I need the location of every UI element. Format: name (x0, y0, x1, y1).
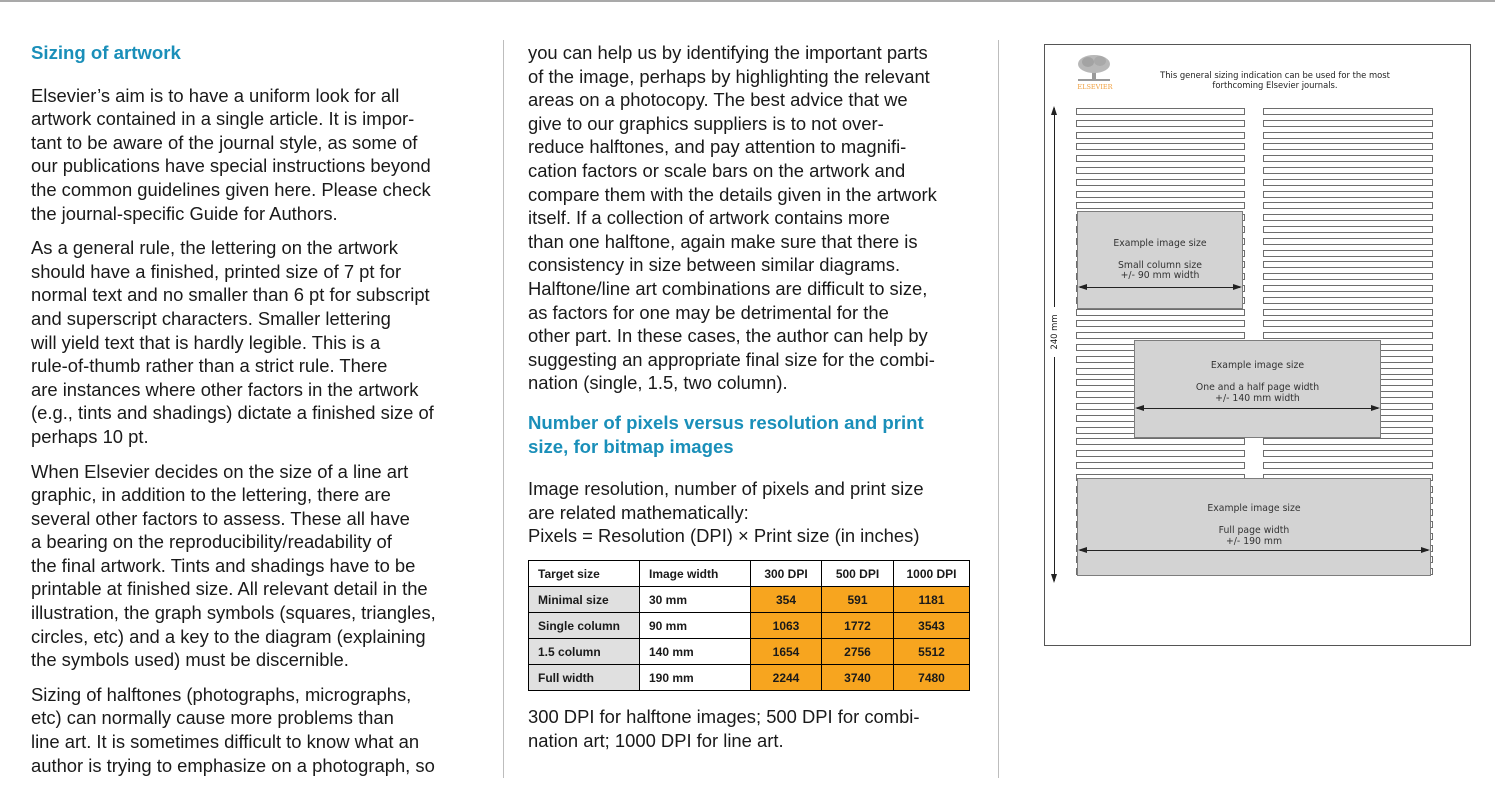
text-line-placeholder (1076, 438, 1245, 445)
text-line-placeholder (1263, 320, 1433, 327)
table-cell: 7480 (894, 665, 970, 691)
table-row (529, 613, 970, 639)
figure-caption: This general sizing indication can be used for the most forthcoming Elsevier journals. (1160, 70, 1390, 90)
text-line-placeholder (1263, 191, 1433, 198)
sizing-figure (1044, 44, 1471, 646)
box-half-arrow-left (1135, 405, 1144, 411)
table-cell: 354 (751, 587, 822, 613)
table-header-cell: 500 DPI (822, 561, 894, 587)
text-line-placeholder (1263, 297, 1433, 304)
text-line-placeholder (1263, 167, 1433, 174)
table-row (529, 587, 970, 613)
table-header-cell: 1000 DPI (894, 561, 970, 587)
column-left (31, 41, 493, 788)
text-line-placeholder (1263, 450, 1433, 457)
box-full-line2: +/- 190 mm (1225, 536, 1283, 547)
text-line-placeholder (1263, 273, 1433, 280)
paragraph-uniform-look: Elsevier’s aim is to have a uniform look for all artwork contained in a single article. It is impor- tant to be aware of the journal style, as some of our publications have special instructions beyond the common guidelines given here. Please check the journal-specific Guide for Authors. (31, 84, 431, 224)
table-row (529, 639, 970, 665)
text-line-placeholder (1263, 202, 1433, 209)
text-line-placeholder (1263, 332, 1433, 339)
table-cell: 30 mm (640, 587, 751, 613)
text-line-placeholder (1076, 191, 1245, 198)
text-line-placeholder (1076, 332, 1245, 339)
text-line-placeholder (1263, 261, 1433, 268)
example-box-one-half (1134, 340, 1381, 438)
paragraph-halftones: Sizing of halftones (photographs, micrographs, etc) can normally cause more problems than line art. It is sometimes difficult to know what an author is trying to emphasize on a photograph, so (31, 683, 435, 776)
table-cell: 2756 (822, 639, 894, 665)
text-line-placeholder (1076, 155, 1245, 162)
text-line-placeholder (1076, 143, 1245, 150)
table-cell: 5512 (894, 639, 970, 665)
box-small-line1: Small column size (1118, 260, 1202, 271)
table-header-row (529, 561, 970, 587)
table-cell: 1.5 column (529, 639, 640, 665)
box-full-line1: Full page width (1218, 525, 1290, 536)
table-cell: Single column (529, 613, 640, 639)
box-full-title: Example image size (1207, 503, 1301, 514)
text-line-placeholder (1076, 120, 1245, 127)
text-line-placeholder (1263, 179, 1433, 186)
text-line-placeholder (1263, 238, 1433, 245)
box-full-arrow-line (1080, 550, 1428, 551)
heading-sizing-of-artwork: Sizing of artwork (31, 42, 181, 63)
column-middle (528, 41, 988, 559)
paragraph-dpi-advice: 300 DPI for halftone images; 500 DPI for combi- nation art; 1000 DPI for line art. (528, 706, 920, 751)
paragraph-pixels-formula: Image resolution, number of pixels and print size are related mathematically: Pixels = Resolution (DPI) × Print size (in inches) (528, 478, 924, 547)
text-line-placeholder (1076, 462, 1245, 469)
table-cell: 1063 (751, 613, 822, 639)
paragraph-lettering: As a general rule, the lettering on the artwork should have a finished, printed size of 7 pt for normal text and no smaller than 6 pt for subscript and superscript characters. Smaller lettering will yield text that is hardly legible. This is a rule-of-thumb rather than a strict rule. There are instances where other factors in the artwork (e.g., tints and shadings) dictate a finished size of perhaps 10 pt. (31, 237, 434, 447)
table-cell: 140 mm (640, 639, 751, 665)
table-header-cell: Target size (529, 561, 640, 587)
vertical-size-label: 240 mm (1049, 307, 1059, 357)
elsevier-tree-logo-icon (1076, 54, 1112, 82)
table-cell: 90 mm (640, 613, 751, 639)
box-full-arrow-right (1421, 547, 1430, 553)
table-cell: 1772 (822, 613, 894, 639)
pixels-table (528, 560, 970, 691)
text-line-placeholder (1263, 155, 1433, 162)
paragraph-line-art: When Elsevier decides on the size of a line art graphic, in addition to the lettering, there are several other factors to assess. These all have a bearing on the reproducibility/readability of the final artwork. Tints and shadings have to be printable at finished size. All relevant detail in the illustration, the graph symbols (squares, triangles, circles, etc) and a key to the diagram (explaining the symbols used) must be discernible. (31, 460, 436, 671)
table-row (529, 665, 970, 691)
table-cell: 3740 (822, 665, 894, 691)
column-divider-2 (998, 40, 999, 778)
text-line-placeholder (1076, 309, 1245, 316)
text-line-placeholder (1263, 132, 1433, 139)
text-line-placeholder (1076, 179, 1245, 186)
text-line-placeholder (1263, 214, 1433, 221)
box-small-arrow-right (1233, 284, 1242, 290)
box-small-arrow-left (1078, 284, 1087, 290)
example-box-small-column (1077, 211, 1243, 309)
text-line-placeholder (1076, 450, 1245, 457)
example-box-full-page (1077, 478, 1431, 576)
elsevier-logo-text: ELSEVIER (1077, 83, 1113, 91)
text-line-placeholder (1263, 462, 1433, 469)
text-line-placeholder (1076, 108, 1245, 115)
text-line-placeholder (1076, 320, 1245, 327)
table-cell: Full width (529, 665, 640, 691)
table-header-cell: 300 DPI (751, 561, 822, 587)
text-line-placeholder (1076, 202, 1245, 209)
table-header-cell: Image width (640, 561, 751, 587)
text-line-placeholder (1263, 285, 1433, 292)
table-cell: 591 (822, 587, 894, 613)
column-divider-1 (503, 40, 504, 778)
text-line-placeholder (1076, 167, 1245, 174)
box-small-line2: +/- 90 mm width (1120, 270, 1200, 281)
box-half-arrow-right (1371, 405, 1380, 411)
text-line-placeholder (1263, 309, 1433, 316)
text-line-placeholder (1263, 250, 1433, 257)
column-middle-footer (528, 705, 988, 763)
box-small-arrow-line (1080, 287, 1240, 288)
table-cell: Minimal size (529, 587, 640, 613)
table-cell: 1654 (751, 639, 822, 665)
top-border (0, 0, 1495, 2)
vertical-arrow-top (1051, 106, 1057, 115)
box-half-arrow-line (1137, 408, 1378, 409)
text-line-placeholder (1076, 132, 1245, 139)
table-cell: 1181 (894, 587, 970, 613)
heading-pixels-resolution: Number of pixels versus resolution and print size, for bitmap images (528, 411, 924, 457)
text-line-placeholder (1263, 108, 1433, 115)
box-half-line1: One and a half page width (1195, 382, 1320, 393)
box-full-arrow-left (1078, 547, 1087, 553)
paragraph-help-identify: you can help us by identifying the important parts of the image, perhaps by highlighting the relevant areas on a photocopy. The best advice that we give to our graphics suppliers is to not over- reduce halftones, and pay attention to magnifi- cation factors or scale bars on the artwork and compare them with the details given in the artwork itself. If a collection of artwork contains more than one halftone, again make sure that there is consistency in size between similar diagrams. Halftone/line art combinations are difficult to size, as factors for one may be detrimental for the other part. In these cases, the author can help by suggesting an appropriate final size for the combi- nation (single, 1.5, two column). (528, 42, 937, 394)
text-line-placeholder (1263, 143, 1433, 150)
box-small-title: Example image size (1113, 238, 1207, 249)
text-line-placeholder (1263, 438, 1433, 445)
text-line-placeholder (1263, 226, 1433, 233)
table-cell: 190 mm (640, 665, 751, 691)
box-half-title: Example image size (1210, 360, 1305, 371)
vertical-arrow-bottom (1051, 574, 1057, 583)
table-cell: 3543 (894, 613, 970, 639)
box-half-line2: +/- 140 mm width (1215, 393, 1300, 404)
text-line-placeholder (1263, 120, 1433, 127)
table-cell: 2244 (751, 665, 822, 691)
